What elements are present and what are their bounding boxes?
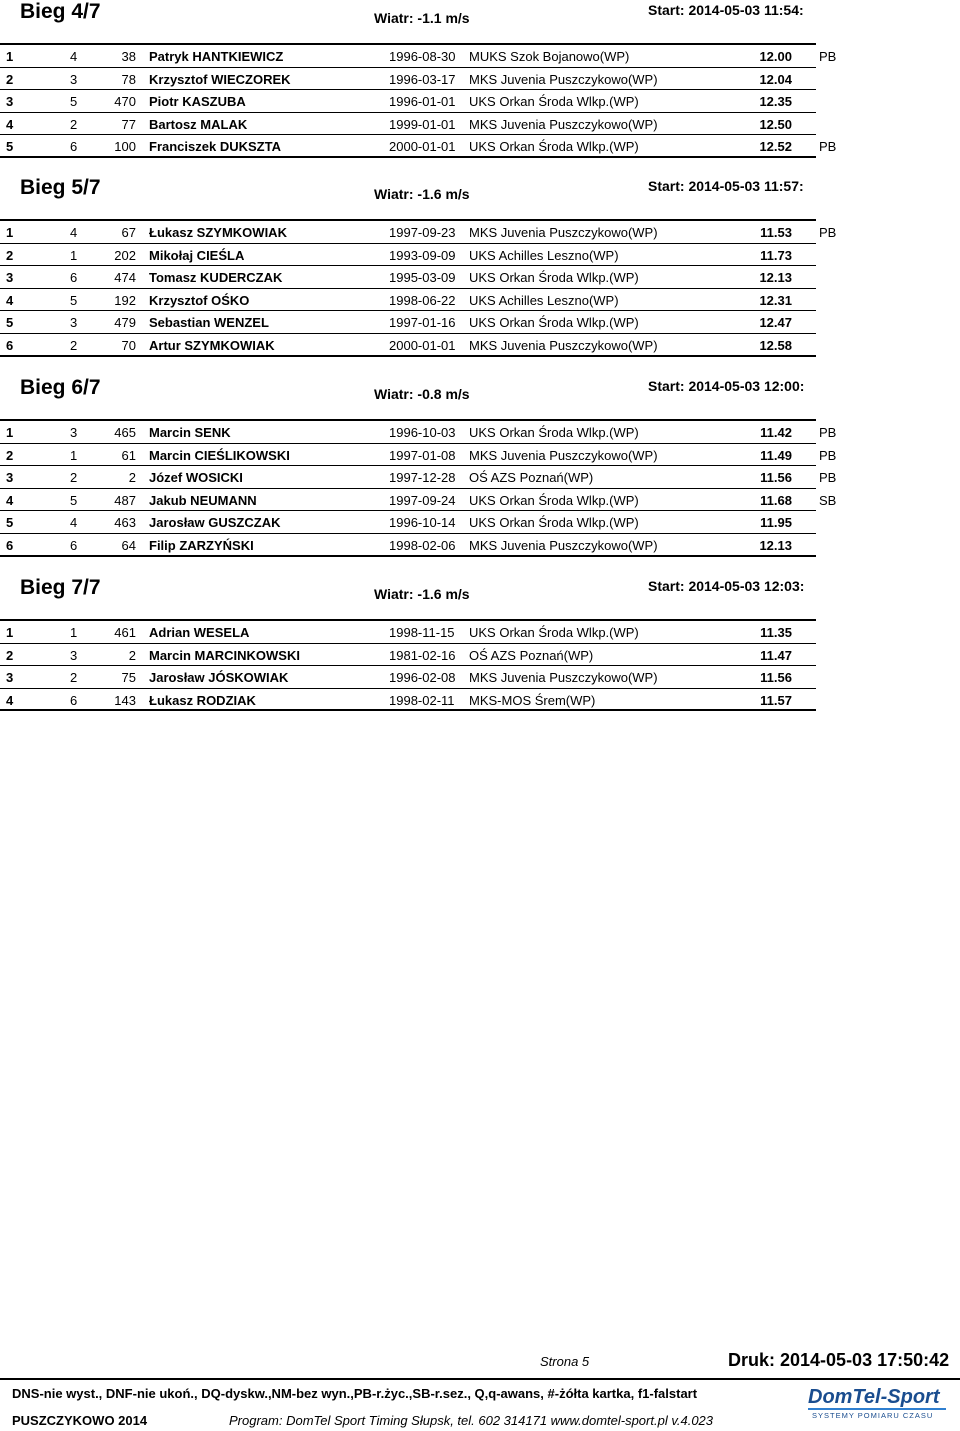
cell-place: 4 [6,116,14,132]
cell-dob: 2000-01-01 [389,337,456,353]
cell-dob: 1997-09-23 [389,225,456,240]
table-row [0,511,816,534]
cell-time: 11.95 [760,515,792,531]
cell-time: 12.31 [759,292,792,308]
table-row [0,666,816,689]
cell-lane: 1 [70,247,78,263]
heat-title: Bieg 7/7 [20,576,101,599]
cell-place: 1 [6,425,14,440]
cell-name: Jarosław JÓSKOWIAK [149,670,289,686]
cell-bib: 202 [114,247,136,263]
cell-bib: 461 [114,625,136,640]
cell-bib: 38 [121,49,136,64]
cell-name: Sebastian WENZEL [149,315,269,331]
cell-name: Adrian WESELA [149,625,250,640]
cell-dob: 1999-01-01 [389,116,456,132]
cell-lane: 4 [70,49,78,64]
cell-lane: 2 [70,470,78,486]
cell-time: 12.13 [759,537,792,553]
cell-note: PB [819,470,837,486]
cell-time: 11.49 [760,447,792,463]
heat-start-time: Start: 2014-05-03 12:00: [648,378,805,394]
cell-place: 4 [6,492,14,508]
cell-lane: 6 [70,537,78,553]
cell-time: 12.00 [759,49,792,64]
table-row [0,466,837,489]
cell-club: UKS Achilles Leszno(WP) [469,247,619,263]
cell-place: 5 [6,139,14,155]
cell-club: UKS Achilles Leszno(WP) [469,292,619,308]
cell-dob: 1996-01-01 [389,94,456,110]
cell-place: 3 [6,470,14,486]
cell-dob: 1997-12-28 [389,470,456,486]
cell-time: 11.68 [760,492,792,508]
cell-dob: 1998-02-11 [389,692,455,708]
table-row [0,135,837,158]
cell-place: 1 [6,225,14,240]
cell-bib: 67 [121,225,136,240]
cell-name: Filip ZARZYŃSKI [149,537,254,553]
cell-place: 4 [6,292,14,308]
cell-name: Tomasz KUDERCZAK [149,270,283,286]
heat-title: Bieg 6/7 [20,376,101,399]
cell-bib: 64 [121,537,136,553]
cell-time: 12.58 [759,337,792,353]
cell-lane: 2 [70,337,78,353]
table-row [0,689,816,712]
page-number: Strona 5 [540,1354,590,1369]
cell-club: MKS Juvenia Puszczykowo(WP) [469,225,658,240]
cell-place: 2 [6,247,14,263]
cell-dob: 1998-02-06 [389,537,456,553]
table-row [0,621,816,644]
cell-lane: 5 [70,292,78,308]
cell-note: PB [819,447,837,463]
results-table [0,219,837,357]
cell-name: Marcin CIEŚLIKOWSKI [149,447,290,463]
cell-club: OŚ AZS Poznań(WP) [469,470,594,486]
cell-dob: 1981-02-16 [389,647,456,663]
heat-wind: Wiatr: -1.6 m/s [374,186,470,202]
cell-note: PB [819,139,837,155]
cell-place: 5 [6,315,14,331]
cell-lane: 2 [70,670,78,686]
cell-name: Piotr KASZUBA [149,94,246,110]
cell-dob: 1996-08-30 [389,49,456,64]
cell-name: Jakub NEUMANN [149,492,257,508]
cell-place: 2 [6,647,14,663]
cell-lane: 3 [70,425,78,440]
cell-bib: 487 [114,492,136,508]
table-row [0,113,816,136]
cell-lane: 5 [70,492,78,508]
cell-dob: 1998-06-22 [389,292,456,308]
results-table [0,619,816,711]
cell-dob: 1995-03-09 [389,270,456,286]
cell-place: 4 [6,692,14,708]
cell-dob: 1993-09-09 [389,247,456,263]
cell-name: Krzysztof WIECZOREK [149,71,291,87]
cell-note: SB [819,492,837,508]
table-row [0,334,816,357]
cell-club: UKS Orkan Środa Wlkp.(WP) [469,139,639,155]
program-credit: Program: DomTel Sport Timing Słupsk, tel. 602 314171 www.domtel-sport.pl v.4.023 [229,1413,714,1428]
cell-club: OŚ AZS Poznań(WP) [469,647,594,663]
cell-place: 6 [6,537,14,553]
cell-club: MKS Juvenia Puszczykowo(WP) [469,116,658,132]
table-row [0,534,816,557]
cell-place: 1 [6,625,14,640]
cell-lane: 6 [70,270,78,286]
cell-club: UKS Orkan Środa Wlkp.(WP) [469,492,639,508]
cell-dob: 1996-10-14 [389,515,456,531]
cell-dob: 1997-09-24 [389,492,456,508]
cell-lane: 1 [70,625,78,640]
cell-bib: 78 [121,71,136,87]
venue-label: PUSZCZYKOWO 2014 [12,1413,148,1428]
cell-dob: 1996-10-03 [389,425,456,440]
cell-dob: 1996-02-08 [389,670,456,686]
cell-bib: 61 [121,447,136,463]
table-row [0,244,816,267]
cell-note: PB [819,49,837,64]
cell-time: 12.04 [759,71,792,87]
cell-time: 12.47 [759,315,792,331]
cell-name: Franciszek DUKSZTA [149,139,281,155]
cell-lane: 2 [70,116,78,132]
cell-name: Marcin MARCINKOWSKI [149,647,300,663]
cell-bib: 470 [114,94,136,110]
cell-name: Łukasz RODZIAK [149,692,256,708]
table-row [0,266,816,289]
cell-dob: 1996-03-17 [389,71,456,87]
table-row [0,644,816,667]
cell-bib: 100 [114,139,136,155]
cell-name: Artur SZYMKOWIAK [149,337,275,353]
cell-club: MKS Juvenia Puszczykowo(WP) [469,670,658,686]
cell-time: 11.56 [760,670,792,686]
cell-name: Patryk HANTKIEWICZ [149,49,284,64]
heat-wind: Wiatr: -0.8 m/s [374,386,470,402]
cell-place: 3 [6,670,14,686]
cell-name: Krzysztof OŚKO [149,292,250,308]
cell-bib: 75 [121,670,136,686]
cell-bib: 2 [128,470,136,486]
abbreviations-legend: DNS-nie wyst., DNF-nie ukoń., DQ-dyskw.,NM-bez wyn.,PB-r.życ.,SB-r.sez., Q,q-awans, #-żółta kartka, f1-falstart [12,1386,698,1401]
cell-name: Józef WOSICKI [149,470,243,486]
cell-dob: 1997-01-08 [389,447,456,463]
cell-club: MKS-MOS Śrem(WP) [469,692,596,708]
cell-name: Marcin SENK [149,425,231,440]
logo-tagline: SYSTEMY POMIARU CZASU [812,1411,934,1420]
cell-name: Łukasz SZYMKOWIAK [149,225,287,240]
cell-lane: 3 [70,647,78,663]
table-row [0,421,837,444]
cell-lane: 5 [70,94,78,110]
cell-time: 11.53 [760,225,792,240]
cell-time: 12.52 [759,139,792,155]
cell-place: 1 [6,49,14,64]
cell-lane: 4 [70,225,78,240]
cell-bib: 465 [114,425,136,440]
results-table [0,43,837,158]
cell-lane: 6 [70,139,78,155]
domtel-sport-logo [808,1386,950,1426]
cell-time: 12.13 [759,270,792,286]
cell-club: UKS Orkan Środa Wlkp.(WP) [469,315,639,331]
table-row [0,90,816,113]
cell-bib: 2 [128,647,136,663]
cell-lane: 4 [70,515,78,531]
cell-lane: 1 [70,447,78,463]
heat-start-time: Start: 2014-05-03 11:57: [648,178,804,194]
cell-bib: 70 [121,337,136,353]
cell-time: 11.47 [760,647,792,663]
heat-title: Bieg 5/7 [20,176,101,199]
cell-club: MKS Juvenia Puszczykowo(WP) [469,337,658,353]
cell-place: 2 [6,71,14,87]
cell-place: 3 [6,94,14,110]
cell-lane: 6 [70,692,78,708]
cell-time: 11.73 [760,247,792,263]
print-timestamp: Druk: 2014-05-03 17:50:42 [728,1350,950,1370]
cell-club: MKS Juvenia Puszczykowo(WP) [469,71,658,87]
cell-time: 12.35 [759,94,792,110]
heat-start-time: Start: 2014-05-03 11:54: [648,2,804,18]
cell-club: UKS Orkan Środa Wlkp.(WP) [469,515,639,531]
cell-time: 11.35 [760,625,792,640]
table-row [0,311,816,334]
table-row [0,289,816,312]
table-row [0,444,837,467]
footer-divider [0,1378,960,1380]
cell-note: PB [819,425,837,440]
cell-dob: 2000-01-01 [389,139,456,155]
table-row [0,221,837,244]
cell-lane: 3 [70,71,78,87]
cell-bib: 479 [114,315,136,331]
logo-swoosh [808,1408,946,1410]
cell-lane: 3 [70,315,78,331]
table-row [0,489,837,512]
cell-club: MUKS Szok Bojanowo(WP) [469,49,630,64]
cell-bib: 474 [114,270,136,286]
heat-start-time: Start: 2014-05-03 12:03: [648,578,805,594]
cell-bib: 192 [114,292,136,308]
cell-time: 11.42 [760,425,792,440]
table-row [0,68,816,91]
cell-place: 3 [6,270,14,286]
cell-time: 11.57 [760,692,792,708]
cell-club: UKS Orkan Środa Wlkp.(WP) [469,625,639,640]
heat-wind: Wiatr: -1.6 m/s [374,586,470,602]
cell-name: Bartosz MALAK [149,116,248,132]
cell-place: 2 [6,447,14,463]
cell-name: Mikołaj CIEŚLA [149,247,245,263]
cell-name: Jarosław GUSZCZAK [149,515,281,531]
logo-wordmark: DomTel-Sport [808,1386,940,1408]
cell-time: 11.56 [760,470,792,486]
cell-place: 5 [6,515,14,531]
cell-bib: 143 [114,692,136,708]
cell-dob: 1998-11-15 [389,625,455,640]
cell-club: MKS Juvenia Puszczykowo(WP) [469,447,658,463]
cell-place: 6 [6,337,14,353]
heat-title: Bieg 4/7 [20,0,101,23]
cell-note: PB [819,225,837,240]
cell-dob: 1997-01-16 [389,315,456,331]
cell-club: UKS Orkan Środa Wlkp.(WP) [469,94,639,110]
table-row [0,45,837,68]
cell-club: UKS Orkan Środa Wlkp.(WP) [469,270,639,286]
cell-bib: 77 [121,116,136,132]
cell-club: MKS Juvenia Puszczykowo(WP) [469,537,658,553]
heat-wind: Wiatr: -1.1 m/s [374,10,470,26]
results-table [0,419,837,557]
cell-time: 12.50 [759,116,792,132]
cell-bib: 463 [114,515,136,531]
cell-club: UKS Orkan Środa Wlkp.(WP) [469,425,639,440]
